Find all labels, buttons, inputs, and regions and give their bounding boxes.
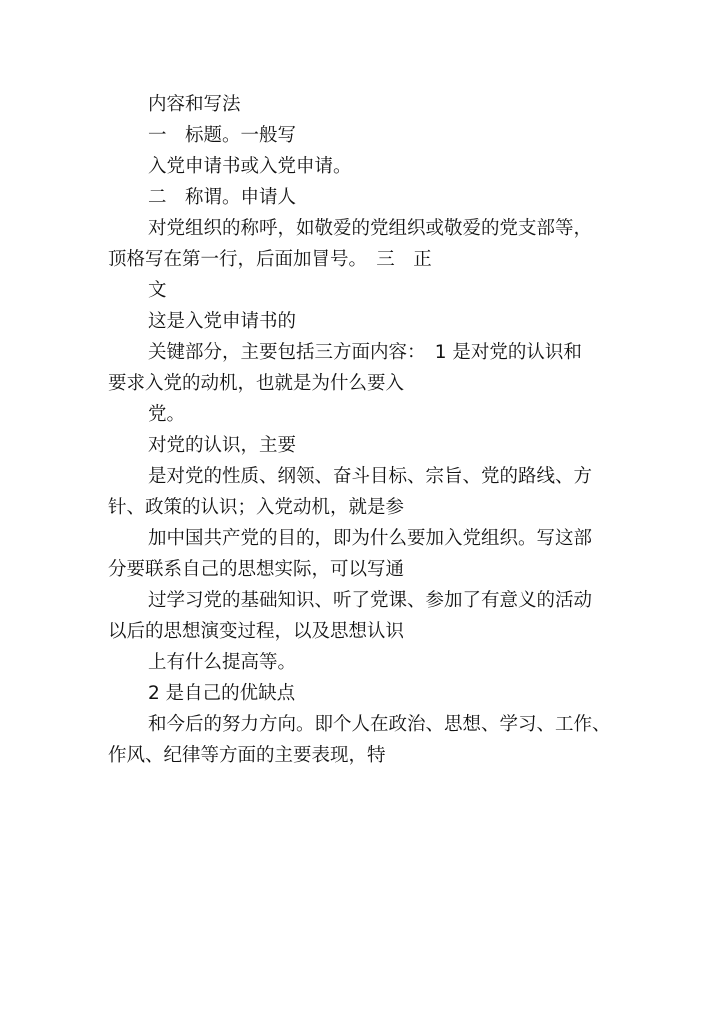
paragraph (108, 585, 613, 647)
paragraph (108, 306, 613, 337)
paragraph (108, 120, 613, 151)
text-line: 上有什么提高等。 (148, 652, 297, 673)
text-line: 对党的认识，主要 (148, 435, 297, 456)
text-line: 对党组织的称呼，如敬爱的党组织或敬爱的党支部等， (148, 218, 593, 239)
text-line: 2 是自己的优缺点 (148, 683, 296, 704)
text-line: 入党申请书或入党申请。 (148, 156, 352, 177)
paragraph (108, 461, 613, 523)
paragraph (108, 399, 613, 430)
text-line: 以后的思想演变过程，以及思想认识 (108, 621, 405, 642)
paragraph (108, 430, 613, 461)
text-line: 加中国共产党的目的，即为什么要加入党组织。写这部 (148, 528, 593, 549)
text-line: 要求入党的动机，也就是为什么要入 (108, 373, 405, 394)
paragraph (108, 337, 613, 399)
text-line: 这是入党申请书的 (148, 311, 297, 332)
text-line: 关键部分，主要包括三方面内容： 1 是对党的认识和 (148, 342, 582, 363)
text-line: 二 称谓。申请人 (148, 187, 297, 208)
text-line: 文 (148, 280, 167, 301)
document-body (108, 89, 613, 771)
paragraph (108, 151, 613, 182)
paragraph (108, 213, 613, 275)
paragraph (108, 182, 613, 213)
text-line: 内容和写法 (148, 94, 241, 115)
text-line: 是对党的性质、纲领、奋斗目标、宗旨、党的路线、方 (148, 466, 593, 487)
text-line: 作风、纪律等方面的主要表现，特 (108, 745, 386, 766)
paragraph (108, 678, 613, 709)
paragraph (108, 523, 613, 585)
text-line: 过学习党的基础知识、听了党课、参加了有意义的活动 (148, 590, 593, 611)
paragraph (108, 709, 613, 771)
paragraph (108, 275, 613, 306)
paragraph (108, 647, 613, 678)
text-line: 和今后的努力方向。即个人在政治、思想、学习、工作、 (148, 714, 611, 735)
text-line: 党。 (148, 404, 186, 425)
paragraph (108, 89, 613, 120)
text-line: 针、政策的认识；入党动机，就是参 (108, 497, 405, 518)
text-line: 一 标题。一般写 (148, 125, 297, 146)
text-line: 分要联系自己的思想实际，可以写通 (108, 559, 405, 580)
text-line: 顶格写在第一行，后面加冒号。 三 正 (108, 249, 432, 270)
